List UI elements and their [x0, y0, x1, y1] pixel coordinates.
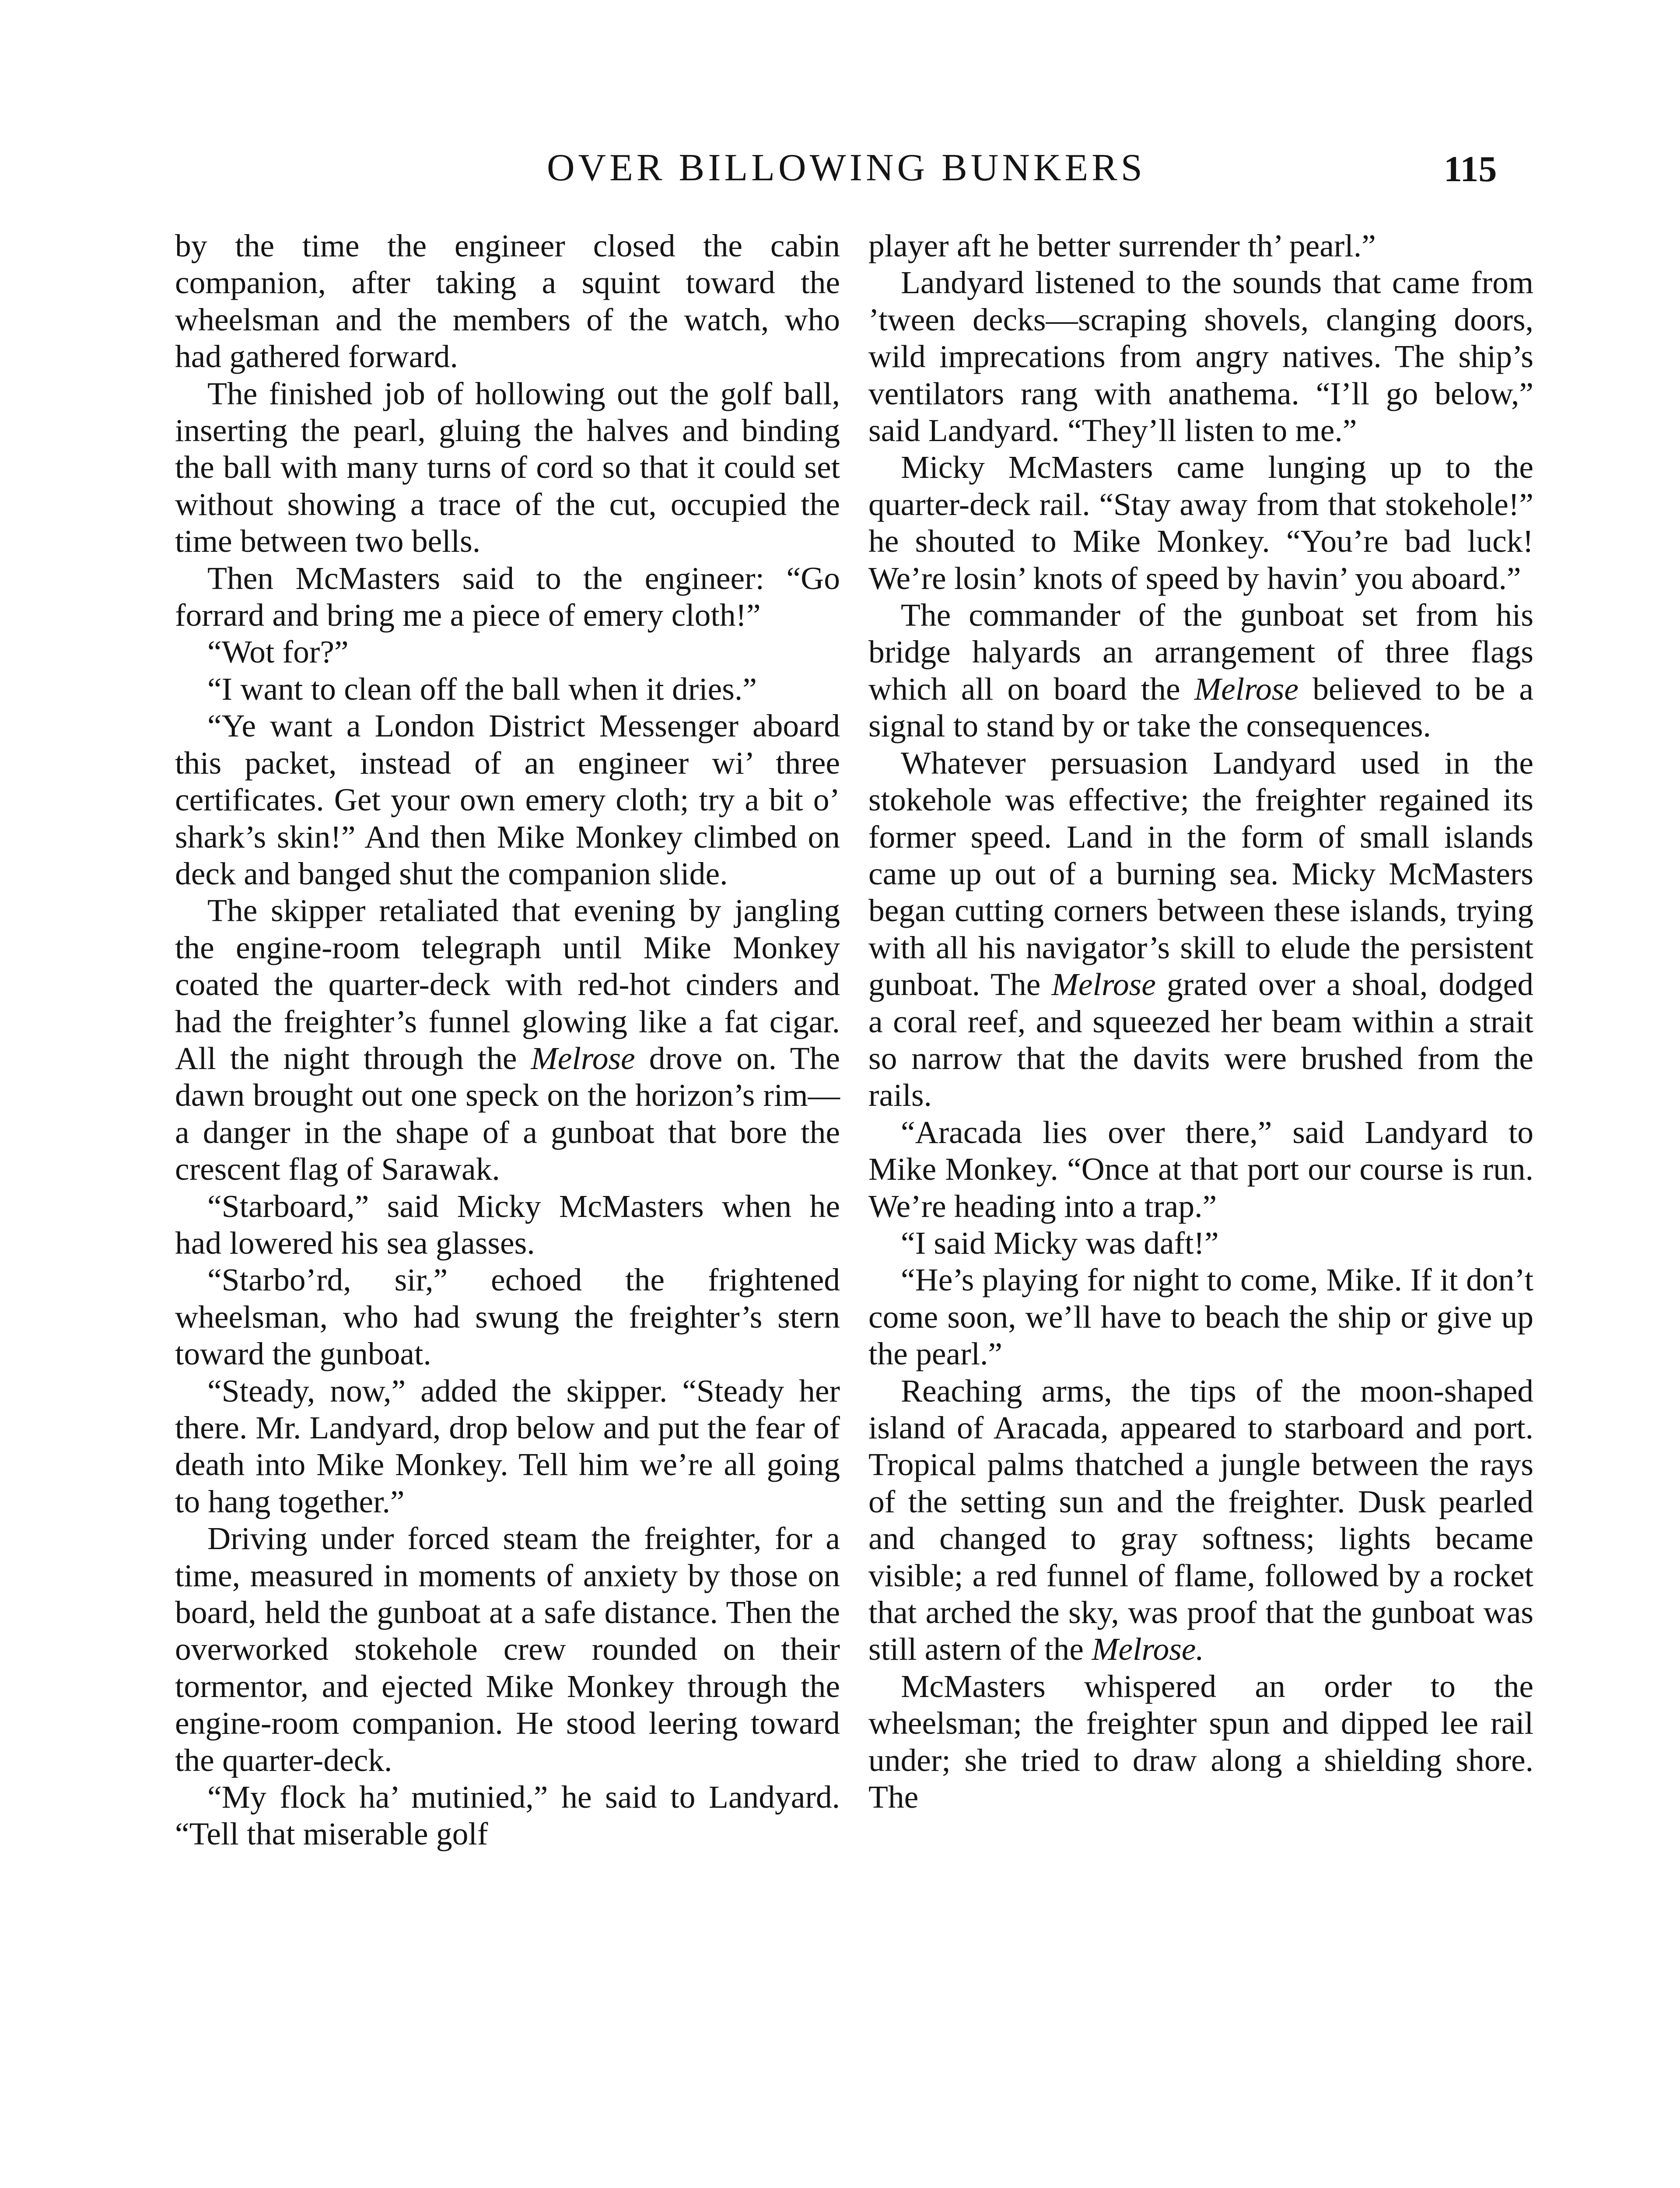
paragraph: “Wot for?”	[207, 634, 349, 670]
paragraph: “I said Micky was daft!”	[901, 1225, 1219, 1261]
right-column	[868, 228, 1533, 1816]
paragraph: “Aracada lies over there,” said Landyard to Mike Monkey. “Once at that port our course is run. We’re heading into a trap.”	[868, 1114, 1533, 1224]
paragraph: “My flock ha’ mutinied,” he said to Landyard. “Tell that miserable golf	[175, 1779, 840, 1852]
paragraph: player aft he better surrender th’ pearl.”	[868, 228, 1376, 263]
paragraph: Reaching arms, the tips of the moon-shaped island of Aracada, appeared to starboard and port. Tropical palms thatched a jungle between the rays of the setting sun and the freighter. Dusk pearled and changed to gray softness; lights became visible; a red funnel of flame, followed by a rocket that arched the sky, was proof that the gunboat was still astern of the Melrose.	[868, 1373, 1533, 1667]
paragraph: “Ye want a London District Messenger aboard this packet, instead of an engineer wi’ three certificates. Get your own emery cloth; try a bit o’ shark’s skin!” And then Mike Monkey climbed on deck and banged shut the companion slide.	[175, 708, 840, 891]
paragraph: Then McMasters said to the engineer: “Go forrard and bring me a piece of emery cloth!”	[175, 560, 840, 633]
paragraph: by the time the engineer closed the cabin companion, after taking a squint toward the wheelsman and the members of the watch, who had gathered forward.	[175, 228, 840, 375]
ship-name: Melrose	[531, 1040, 635, 1076]
running-title: OVER BILLOWING BUNKERS	[547, 147, 1146, 189]
paragraph: “He’s playing for night to come, Mike. If it don’t come soon, we’ll have to beach the ship or give up the pearl.”	[868, 1262, 1533, 1372]
paragraph: Landyard listened to the sounds that came from ’tween decks—scraping shovels, clanging doors, wild imprecations from angry natives. The ship’s ventilators rang with anathema. “I’ll go below,” said Landyard. “They’ll listen to me.”	[868, 265, 1533, 449]
ship-name: Melrose	[1051, 967, 1156, 1003]
left-column	[175, 228, 840, 1853]
ship-name: Melrose.	[1092, 1631, 1204, 1667]
paragraph: Micky McMasters came lunging up to the quarter-deck rail. “Stay away from that stokehole!” he shouted to Mike Monkey. “You’re bad luck! We’re losin’ knots of speed by havin’ you aboard.”	[868, 449, 1533, 596]
paragraph: The commander of the gunboat set from his bridge halyards an arrangement of three flags which all on board the Melrose believed to be a signal to stand by or take the consequences.	[868, 597, 1533, 744]
page-number: 115	[1444, 149, 1497, 189]
paragraph: The skipper retaliated that evening by jangling the engine-room telegraph until Mike Monkey coated the quarter-deck with red-hot cinders and had the freighter’s funnel glowing like a fat cigar. All the night through the Melrose drove on. The dawn brought out one speck on the horizon’s rim—a danger in the shape of a gunboat that bore the crescent flag of Sarawak.	[175, 893, 840, 1187]
paragraph: The finished job of hollowing out the golf ball, inserting the pearl, gluing the halves and binding the ball with many turns of cord so that it could set without showing a trace of the cut, occupied the time between two bells.	[175, 375, 840, 559]
paragraph: “Starbo’rd, sir,” echoed the frightened wheelsman, who had swung the freighter’s stern toward the gunboat.	[175, 1262, 840, 1372]
paragraph: “Starboard,” said Micky McMasters when he had lowered his sea glasses.	[175, 1188, 840, 1261]
paragraph: “I want to clean off the ball when it dries.”	[207, 671, 757, 707]
paragraph: “Steady, now,” added the skipper. “Steady her there. Mr. Landyard, drop below and put the fear of death into Mike Monkey. Tell him we’re all going to hang together.”	[175, 1373, 840, 1519]
ship-name: Melrose	[1194, 671, 1298, 707]
paragraph: Driving under forced steam the freighter, for a time, measured in moments of anxiety by those on board, held the gunboat at a safe distance. Then the overworked stokehole crew rounded on their tormentor, and ejected Mike Monkey through the engine-room companion. He stood leering toward the quarter-deck.	[175, 1521, 840, 1778]
paragraph: Whatever persuasion Landyard used in the stokehole was effective; the freighter regained its former speed. Land in the form of small islands came up out of a burning sea. Micky McMasters began cutting corners between these islands, trying with all his navigator’s skill to elude the persistent gunboat. The Melrose grated over a shoal, dodged a coral reef, and squeezed her beam within a strait so narrow that the davits were brushed from the rails.	[868, 745, 1534, 1113]
paragraph: McMasters whispered an order to the wheelsman; the freighter spun and dipped lee rail under; she tried to draw along a shielding shore. The	[868, 1668, 1533, 1815]
